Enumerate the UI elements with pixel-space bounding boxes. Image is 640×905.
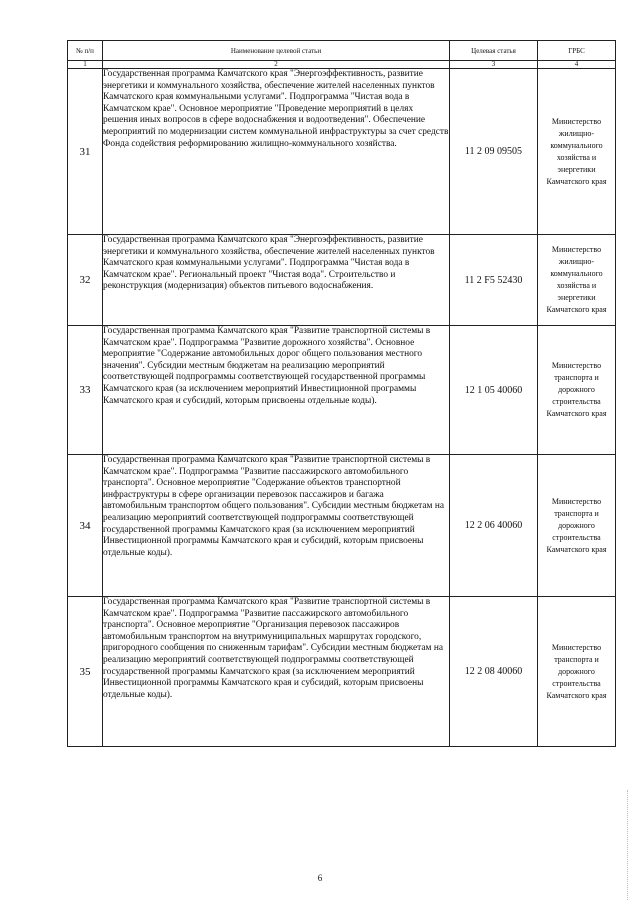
row-grbs: Министерство жилищно-коммунального хозяйства и энергетики Камчатского края bbox=[538, 235, 616, 326]
row-number: 32 bbox=[68, 235, 103, 326]
row-code: 12 1 05 40060 bbox=[450, 326, 538, 455]
row-number: 33 bbox=[68, 326, 103, 455]
header-code: Целевая статья bbox=[450, 41, 538, 61]
table-header-row bbox=[68, 41, 616, 61]
row-name: Государственная программа Камчатского края "Развитие транспортной системы в Камчатском крае". Подпрограмма "Развитие пассажирского автомобильного транспорта". Основное мероприятие "Организация перевозок пассажиров автомобильным транспортом на внутримуниципальных маршрутах городского, пригородного сообщения по сниженным тарифам". Субсидии местным бюджетам на реализацию мероприятий соответствующей подпрограммы соответствующей государственной программы Камчатского края (за исключением мероприятий Инвестиционной программы Камчатского края и субсидий, которым присвоены отдельные коды). bbox=[103, 597, 450, 747]
row-name: Государственная программа Камчатского края "Развитие транспортной системы в Камчатском крае". Подпрограмма "Развитие пассажирского автомобильного транспорта". Основное мероприятие "Содержание объектов транспортной инфраструктуры в сфере организации перевозок пассажиров и багажа автомобильным транспортом общего пользования". Субсидии местным бюджетам на реализацию мероприятий соответствующей подпрограммы соответствующей государственной программы Камчатского края (за исключением мероприятий Инвестиционной программы Камчатского края и субсидий, которым присвоены отдельные коды). bbox=[103, 455, 450, 597]
table-row bbox=[68, 455, 616, 597]
column-index-row bbox=[68, 61, 616, 69]
row-number: 35 bbox=[68, 597, 103, 747]
row-number: 31 bbox=[68, 69, 103, 235]
column-index: 3 bbox=[450, 61, 538, 69]
scan-edge-mark bbox=[627, 790, 629, 900]
row-code: 12 2 06 40060 bbox=[450, 455, 538, 597]
row-grbs: Министерство транспорта и дорожного строительства Камчатского края bbox=[538, 326, 616, 455]
table-row bbox=[68, 69, 616, 235]
column-index: 2 bbox=[103, 61, 450, 69]
row-name: Государственная программа Камчатского края "Развитие транспортной системы в Камчатском крае". Подпрограмма "Развитие дорожного хозяйства". Основное мероприятие "Содержание автомобильных дорог общего пользования местного значения". Субсидии местным бюджетам на реализацию мероприятий соответствующей подпрограммы соответствующей государственной программы Камчатского края (за исключением мероприятий Инвестиционной программы Камчатского края и субсидий, которым присвоены отдельные коды). bbox=[103, 326, 450, 455]
header-number: № п/п bbox=[68, 41, 103, 61]
table-row bbox=[68, 597, 616, 747]
header-grbs: ГРБС bbox=[538, 41, 616, 61]
page-number: 6 bbox=[317, 873, 323, 883]
row-name: Государственная программа Камчатского края "Энергоэффективность, развитие энергетики и коммунального хозяйства, обеспечение жителей населенных пунктов Камчатского края коммунальными услугами". Подпрограмма "Чистая вода в Камчатском крае". Основное мероприятие "Проведение мероприятий в целях решения иных вопросов в сфере водоснабжения и водоотведения". Обеспечение мероприятий по модернизации систем коммунальной инфраструктуры за счет средств Фонда содействия реформированию жилищно-коммунального хозяйства. bbox=[103, 69, 450, 235]
target-articles-table bbox=[67, 40, 616, 747]
row-name: Государственная программа Камчатского края "Энергоэффективность, развитие энергетики и коммунального хозяйства, обеспечение жителей населенных пунктов Камчатского края коммунальными услугами". Подпрограмма "Чистая вода в Камчатском крае". Региональный проект "Чистая вода". Строительство и реконструкция (модернизация) объектов питьевого водоснабжения. bbox=[103, 235, 450, 326]
table-row bbox=[68, 326, 616, 455]
row-code: 11 2 09 09505 bbox=[450, 69, 538, 235]
column-index: 4 bbox=[538, 61, 616, 69]
row-number: 34 bbox=[68, 455, 103, 597]
row-grbs: Министерство транспорта и дорожного строительства Камчатского края bbox=[538, 455, 616, 597]
row-grbs: Министерство жилищно-коммунального хозяйства и энергетики Камчатского края bbox=[538, 69, 616, 235]
row-grbs: Министерство транспорта и дорожного строительства Камчатского края bbox=[538, 597, 616, 747]
header-name: Наименование целевой статьи bbox=[103, 41, 450, 61]
row-code: 11 2 F5 52430 bbox=[450, 235, 538, 326]
table-row bbox=[68, 235, 616, 326]
column-index: 1 bbox=[68, 61, 103, 69]
row-code: 12 2 08 40060 bbox=[450, 597, 538, 747]
